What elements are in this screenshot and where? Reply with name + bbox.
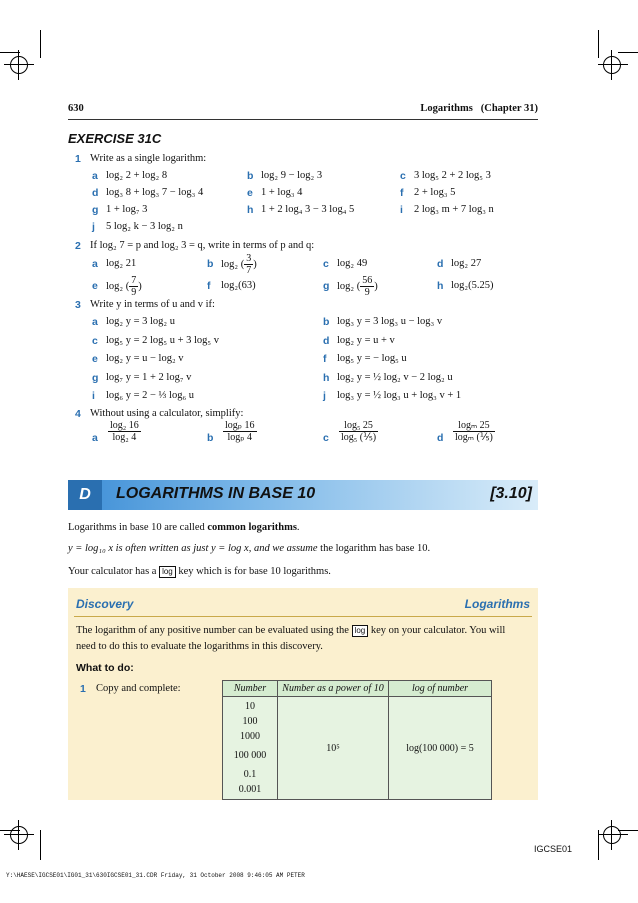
step-number: 1 [80,683,86,695]
page-header [68,103,538,120]
crop-mark [598,30,599,58]
crop-mark [618,830,638,831]
item-label: d [92,187,99,199]
item-text: log₂ 9 − log₂ 3 [261,170,323,181]
item-text: log₅ y = − log₅ u [337,353,407,364]
section-banner [68,480,538,510]
what-to-do: What to do: [76,662,134,674]
question-prompt: Write as a single logarithm: [90,153,207,164]
exercise-title: EXERCISE 31C [68,131,162,146]
item-text: log₃ y = ½ log₃ u + log₃ v + 1 [337,390,462,401]
question-number: 2 [75,240,81,252]
registration-line [4,64,34,65]
item-text: log₂ y = u − log₂ v [106,353,184,364]
item-label: a [92,170,98,182]
item-text: 1 + log₃ 4 [261,187,303,198]
discovery-paragraph: The logarithm of any positive number can be evaluated using the log key on your calculator. You will [76,625,506,636]
item-text: log₃ 8 + log₃ 7 − log₃ 4 [106,187,204,198]
registration-mark-icon [10,56,28,74]
table-header: Number [223,681,278,697]
registration-line [611,50,612,80]
fraction: $\frac{3}{7}$ [246,253,252,276]
item-text: 2 + log₃ 5 [414,187,456,198]
discovery-box [68,588,538,800]
registration-line [4,834,34,835]
fraction: $\frac{\text{logₘ 25}}{\text{logₘ (⅕)}}$ [455,420,493,443]
item-label: e [92,353,98,365]
question-number: 3 [75,299,81,311]
paragraph: y = log₁₀ x is often written as just y = log x, and we assume the logarithm has base 10. [68,543,431,554]
item-label: i [92,390,95,402]
footer-slug: Y:\HAESE\IGCSE01\IG01_31\630IGCSE01_31.CDR Friday, 31 October 2008 9:46:05 AM PETER [6,872,305,879]
item-text: log₂ y = 3 log₂ u [106,316,175,327]
paragraph: Your calculator has a log key which is for base 10 logarithms. [68,566,331,577]
item-label: b [207,258,214,270]
fraction: $\frac{56}{9}$ [362,275,373,298]
item-text: log₂ 49 [337,258,368,269]
item-text: log₂(63) [221,280,256,291]
item-text: log₂(5.25) [451,280,494,291]
item-label: b [247,170,254,182]
item-label: f [400,187,404,199]
item-label: c [323,432,329,444]
item-label: c [400,170,406,182]
number-column: 10 100 1000 100 000 0.1 0.001 [223,697,278,800]
crop-mark [0,52,20,53]
question-prompt: Write y in terms of u and v if: [90,299,215,310]
item-text: log₃ y = 3 log₃ u − log₃ v [337,316,443,327]
item-text: log₇ y = 1 + 2 log₇ v [106,371,192,383]
item-label: h [437,280,444,292]
question-prompt: If log₂ 7 = p and log₂ 3 = q, write in terms of p and q: [90,240,315,251]
item-text: log₅ y = 2 log₅ u + 3 log₅ v [106,334,219,346]
discovery-title: Discovery [76,597,134,611]
crop-mark [618,52,638,53]
header-title: Logarithms (Chapter 31) [420,103,538,114]
registration-line [611,820,612,850]
registration-line [18,50,19,80]
registration-mark-icon [603,826,621,844]
fraction: $\frac{7}{9}$ [131,275,137,298]
item-label: b [323,316,330,328]
item-label: h [247,204,254,216]
fraction: $\frac{\text{log₂ 16}}{\text{log₂ 4}}$ [110,420,139,443]
item-label: d [323,334,330,347]
item-text: log₂ ( $\frac{3}{7}$ ) [221,253,257,276]
section-ref: [3.10] [490,485,532,502]
item-label: g [92,204,99,216]
item-label: h [323,371,330,384]
item-text: 5 log₂ k − 3 log₂ n [106,221,183,232]
item-label: a [92,432,98,444]
step-text: Copy and complete: [96,683,181,694]
section-letter: D [68,480,102,510]
question-prompt: Without using a calculator, simplify: [90,408,244,419]
item-label: f [323,353,327,365]
item-label: c [92,334,98,347]
item-label: g [92,371,99,384]
discovery-paragraph: need to do this to evaluate the logarithms in this discovery. [76,641,323,652]
power-cell: 10⁵ [278,697,389,800]
fraction: $\frac{\text{logₚ 16}}{\text{logₚ 4}}$ [225,420,255,443]
registration-line [598,64,628,65]
item-label: j [92,221,95,233]
item-text: 1 + log₇ 3 [106,204,148,215]
item-label: b [207,432,214,444]
log-cell: log(100 000) = 5 [389,697,492,800]
discovery-topic: Logarithms [464,597,530,611]
table-header: log of number [389,681,492,697]
item-text: 2 log₃ m + 7 log₃ n [414,204,494,215]
fraction: $\frac{\text{log₅ 25}}{\text{log₅ (⅕)}}$ [341,420,377,443]
registration-mark-icon [603,56,621,74]
item-text: log₂ y = ½ log₂ v − 2 log₂ u [337,371,453,383]
item-label: f [207,280,211,292]
item-text: log₂ ( $\frac{7}{9}$ ) [106,275,142,298]
item-text: log₂ 27 [451,258,482,269]
item-text: log₂ y = u + v [337,334,395,346]
discovery-table [222,680,492,800]
item-label: g [323,280,330,292]
item-label: d [437,432,444,444]
log-key-icon: log [352,625,369,637]
item-text: 3 log₅ 2 + 2 log₅ 3 [414,170,491,181]
question-number: 1 [75,153,81,165]
page-number: 630 [68,103,84,114]
item-label: c [323,258,329,270]
registration-mark-icon [10,826,28,844]
divider [74,616,532,617]
question-number: 4 [75,408,81,420]
crop-mark [40,30,41,58]
item-text: log₂ ( $\frac{56}{9}$ ) [337,275,378,298]
section-title: LOGARITHMS IN BASE 10 [116,485,316,502]
registration-line [18,820,19,850]
item-text: log₂ 21 [106,258,137,269]
item-text: log₂ 2 + log₂ 8 [106,170,168,181]
item-label: d [437,258,444,270]
log-key-icon: log [159,566,176,578]
item-label: e [247,187,253,199]
item-label: e [92,280,98,292]
item-label: i [400,204,403,216]
item-label: a [92,258,98,270]
table-header: Number as a power of 10 [278,681,389,697]
item-label: j [323,390,326,402]
item-text: log₆ y = 2 − ⅓ log₆ u [106,390,194,401]
footer-code: IGCSE01 [534,844,573,854]
registration-line [598,834,628,835]
item-label: a [92,316,98,328]
paragraph: Logarithms in base 10 are called common logarithms. [68,522,300,533]
item-text: 1 + 2 log₄ 3 − 3 log₄ 5 [261,204,355,215]
crop-mark [40,830,41,860]
